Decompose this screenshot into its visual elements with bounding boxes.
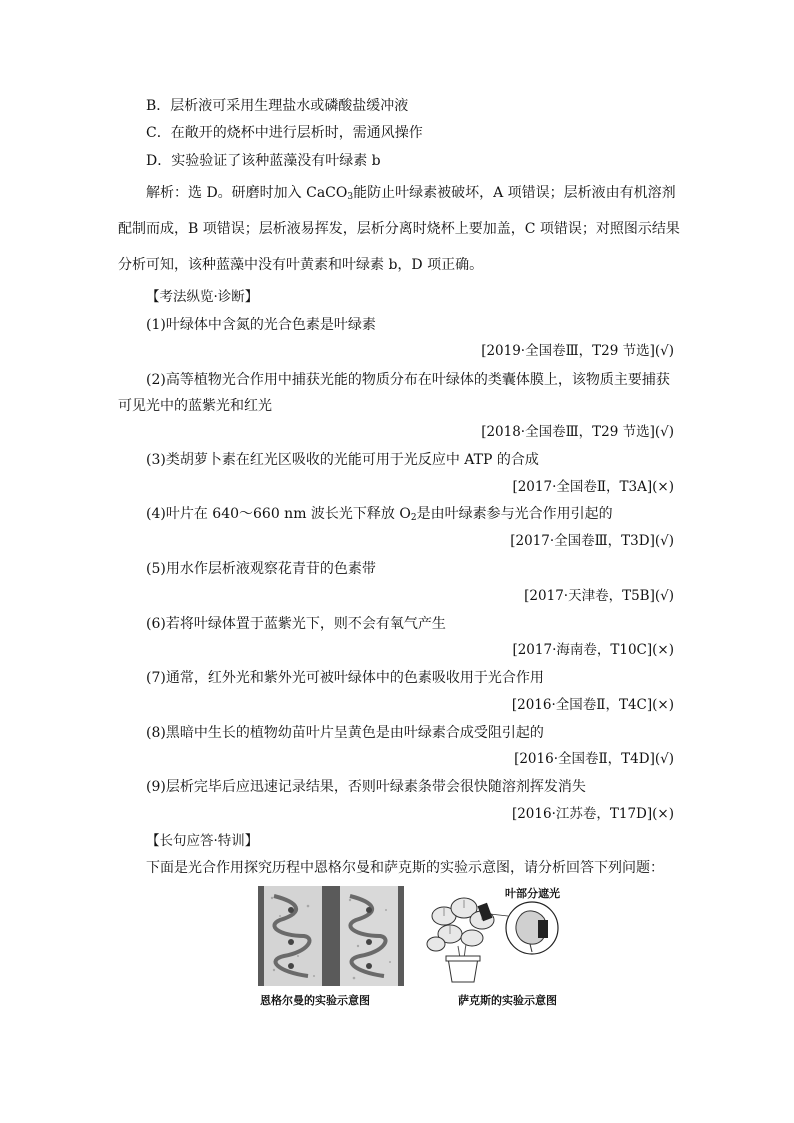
- analysis-line-1-sub: 3: [347, 192, 354, 202]
- item-6-source: [2017·海南卷，T10C](×): [512, 642, 674, 658]
- item-4-b: 是由叶绿素参与光合作用引起的: [416, 506, 613, 522]
- sachs-caption: 萨克斯的实验示意图: [458, 994, 557, 1007]
- item-4-source: [2017·全国卷Ⅲ，T3D](√): [510, 533, 674, 549]
- sachs-figure: [420, 886, 570, 986]
- sachs-label: 叶部分遮光: [505, 887, 560, 900]
- item-8: (8)黑暗中生长的植物幼苗叶片呈黄色是由叶绿素合成受阻引起的: [146, 725, 544, 741]
- engelmann-figure: [258, 886, 404, 986]
- item-4-sub: 2: [410, 513, 417, 523]
- item-7-source: [2016·全国卷Ⅱ，T4C](×): [511, 697, 674, 713]
- section-heading-diagnosis: 【考法纵览·诊断】: [146, 289, 259, 305]
- analysis-line-1-a: 解析：选 D。研磨时加入 CaCO: [146, 185, 348, 201]
- item-1: (1)叶绿体中含氮的光合色素是叶绿素: [146, 317, 376, 333]
- item-2-source: [2018·全国卷Ⅲ，T29 节选](√): [481, 424, 674, 440]
- analysis-line-3: 分析可知，该种蓝藻中没有叶黄素和叶绿素 b，D 项正确。: [118, 257, 484, 273]
- item-3-source: [2017·全国卷Ⅱ，T3A](×): [512, 479, 674, 495]
- sachs-diagram: [420, 886, 570, 986]
- option-d: D．实验验证了该种蓝藻没有叶绿素 b: [146, 153, 381, 169]
- option-b: B．层析液可采用生理盐水或磷酸盐缓冲液: [146, 98, 409, 114]
- item-2-cont: 可见光中的蓝紫光和红光: [118, 398, 272, 414]
- item-4-a: (4)叶片在 640～660 nm 波长光下释放 O: [146, 506, 411, 522]
- analysis-line-1: [146, 183, 676, 207]
- item-3: (3)类胡萝卜素在红光区吸收的光能可用于光反应中 ATP 的合成: [146, 452, 539, 468]
- option-c: C．在敞开的烧杯中进行层析时，需通风操作: [146, 125, 423, 141]
- item-8-source: [2016·全国卷Ⅱ，T4D](√): [514, 751, 674, 767]
- item-9: (9)层析完毕后应迅速记录结果，否则叶绿素条带会很快随溶剂挥发消失: [146, 779, 586, 795]
- item-4: [146, 504, 613, 528]
- section-heading-training: 【长句应答·特训】: [146, 833, 259, 849]
- item-5: (5)用水作层析液观察花青苷的色素带: [146, 561, 376, 577]
- analysis-line-2: 配制而成，B 项错误；层析液易挥发，层析分离时烧杯上要加盖，C 项错误；对照图示结果: [118, 221, 680, 237]
- item-6: (6)若将叶绿体置于蓝紫光下，则不会有氧气产生: [146, 616, 446, 632]
- item-7: (7)通常，红外光和紫外光可被叶绿体中的色素吸收用于光合作用: [146, 670, 544, 686]
- item-5-source: [2017·天津卷，T5B](√): [524, 588, 674, 604]
- item-9-source: [2016·江苏卷，T17D](×): [511, 806, 674, 822]
- analysis-line-1-b: 能防止叶绿素被破坏，A 项错误；层析液由有机溶剂: [353, 185, 676, 201]
- item-2: (2)高等植物光合作用中捕获光能的物质分布在叶绿体的类囊体膜上，该物质主要捕获: [146, 372, 670, 388]
- section-intro: 下面是光合作用探究历程中恩格尔曼和萨克斯的实验示意图，请分析回答下列问题：: [146, 860, 664, 876]
- engelmann-diagram: [258, 886, 404, 986]
- engelmann-caption: 恩格尔曼的实验示意图: [260, 994, 370, 1007]
- item-1-source: [2019·全国卷Ⅲ，T29 节选](√): [481, 343, 674, 359]
